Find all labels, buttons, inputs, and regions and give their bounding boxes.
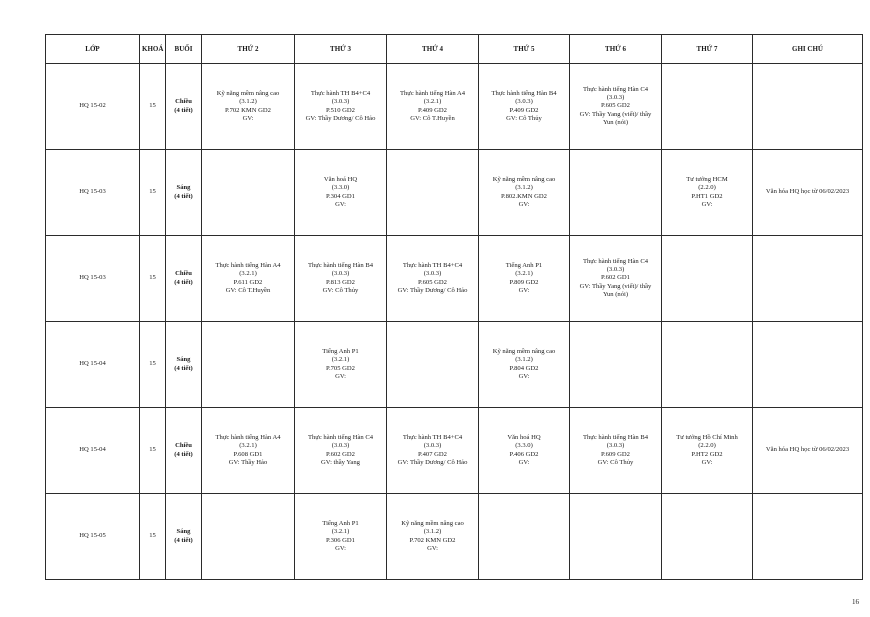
course-room: P.809 GD2 (509, 278, 539, 286)
schedule-cell-wed (387, 322, 479, 408)
course-room: P.804 GD2 (509, 364, 539, 372)
session-cell (166, 150, 202, 236)
header-friday: THỨ 6 (570, 35, 662, 64)
course-code: (2.2.0) (698, 442, 716, 450)
course-room: P.608 GD1 (233, 450, 263, 458)
schedule-cell-fri (570, 494, 662, 580)
session-duration: (4 tiết) (174, 278, 193, 286)
schedule-cell-sat (662, 408, 753, 494)
course-code: (3.0.3) (606, 266, 625, 274)
schedule-cell-tue (295, 494, 387, 580)
cohort-cell: 15 (140, 236, 166, 322)
course-code: (3.2.1) (423, 98, 442, 106)
course-room: P.510 GD2 (326, 106, 355, 114)
course-code: (3.0.3) (331, 442, 350, 450)
course-subject: Thực hành tiếng Hàn B4 (307, 262, 374, 270)
course-subject: Thực hành tiếng Hàn A4 (215, 262, 281, 270)
schedule-cell-wed (387, 494, 479, 580)
session-cell (166, 64, 202, 150)
note-cell: Văn hóa HQ học từ 06/02/2023 (753, 150, 863, 236)
course-subject: Thực hành tiếng Hàn A4 (215, 434, 281, 442)
course-room: P.304 GD1 (326, 192, 355, 200)
session-duration: (4 tiết) (174, 536, 193, 544)
session-cell (166, 408, 202, 494)
course-room: P.409 GD2 (418, 106, 447, 114)
schedule-cell-tue (295, 64, 387, 150)
course-subject: Thực hành tiếng Hàn C4 (307, 434, 374, 442)
course-room: P.702 KMN GD2 (409, 536, 456, 544)
course-room: P.813 GD2 (326, 278, 355, 286)
course-code: (3.3.0) (515, 442, 533, 450)
session-name: Sáng (176, 356, 191, 364)
course-room: P.605 GD2 (418, 278, 447, 286)
schedule-cell-mon (202, 150, 295, 236)
cohort-cell: 15 (140, 64, 166, 150)
schedule-cell-tue (295, 236, 387, 322)
schedule-cell-mon (202, 236, 295, 322)
course-code: (3.2.1) (331, 528, 350, 536)
schedule-cell-wed (387, 236, 479, 322)
schedule-cell-mon (202, 322, 295, 408)
course-teacher: GV: (242, 114, 254, 122)
schedule-body (46, 64, 863, 580)
course-subject: Thực hành tiếng Hàn A4 (399, 90, 466, 98)
course-teacher: GV: (335, 544, 346, 552)
course-teacher: GV: (518, 200, 530, 208)
session-name: Sáng (176, 184, 191, 192)
header-saturday: THỨ 7 (662, 35, 753, 64)
course-teacher: GV: (518, 286, 530, 294)
course-subject: Tư tưởng Hồ Chí Minh (676, 434, 738, 442)
course-room: P.602 GD1 (601, 274, 630, 282)
course-subject: Thực hành tiếng Hàn B4 (582, 434, 649, 442)
schedule-cell-fri (570, 150, 662, 236)
course-teacher: GV: (701, 200, 713, 208)
schedule-cell-wed (387, 408, 479, 494)
schedule-cell-sat (662, 64, 753, 150)
cohort-cell: 15 (140, 408, 166, 494)
course-teacher: GV: (427, 544, 438, 552)
course-subject: Văn hoá HQ (323, 176, 358, 184)
course-teacher: GV: (701, 458, 713, 466)
course-subject: Tiếng Anh P1 (322, 520, 359, 528)
schedule-cell-tue (295, 408, 387, 494)
course-teacher: GV: Thầy Yang (viết)/ thầy (579, 110, 652, 118)
course-code: (3.0.3) (606, 94, 625, 102)
course-subject: Tiếng Anh P1 (505, 262, 543, 270)
course-room: P.702 KMN GD2 (225, 106, 271, 114)
header-tuesday: THỨ 3 (295, 35, 387, 64)
note-cell (753, 494, 863, 580)
course-room: P.306 GD1 (326, 536, 355, 544)
schedule-cell-sat (662, 236, 753, 322)
course-room: P.802.KMN GD2 (501, 192, 547, 200)
class-cell: HQ 15-03 (46, 150, 140, 236)
course-subject: Thực hành TH B4+C4 (310, 90, 371, 98)
table-row (46, 64, 863, 150)
course-code: (3.0.3) (423, 270, 442, 278)
course-code: (3.2.1) (331, 356, 350, 364)
course-extra: Yun (nói) (602, 118, 629, 126)
class-cell: HQ 15-04 (46, 408, 140, 494)
schedule-cell-thu (479, 322, 570, 408)
course-teacher: GV: Thầy Yang (viết)/ thầy (579, 282, 652, 290)
schedule-cell-tue (295, 322, 387, 408)
table-row (46, 408, 863, 494)
course-code: (3.1.2) (239, 98, 257, 106)
course-teacher: GV: (335, 200, 346, 208)
course-code: (3.0.3) (423, 442, 442, 450)
course-code: (3.2.1) (515, 270, 533, 278)
course-room: P.HT2 GD2 (691, 450, 723, 458)
schedule-cell-sat (662, 494, 753, 580)
session-duration: (4 tiết) (174, 364, 193, 372)
header-cohort: KHOÁ (140, 35, 166, 64)
course-subject: Thực hành TH B4+C4 (402, 262, 463, 270)
cohort-cell: 15 (140, 322, 166, 408)
session-name: Chiều (175, 98, 192, 106)
course-room: P.HT1 GD2 (691, 192, 723, 200)
session-duration: (4 tiết) (174, 450, 193, 458)
course-code: (3.0.3) (606, 442, 625, 450)
course-code: (3.2.1) (239, 270, 257, 278)
course-room: P.602 GD2 (326, 450, 355, 458)
course-room: P.605 GD2 (601, 102, 630, 110)
course-subject: Thực hành tiếng Hàn B4 (491, 90, 557, 98)
schedule-cell-fri (570, 236, 662, 322)
course-subject: Kỹ năng mềm nâng cao (492, 348, 556, 356)
schedule-cell-mon (202, 64, 295, 150)
class-cell: HQ 15-02 (46, 64, 140, 150)
schedule-cell-sat (662, 150, 753, 236)
course-teacher: GV: thầy Yang (321, 458, 360, 466)
session-cell (166, 322, 202, 408)
session-name: Sáng (176, 528, 191, 536)
schedule-cell-wed (387, 64, 479, 150)
cohort-cell: 15 (140, 150, 166, 236)
schedule-cell-mon (202, 494, 295, 580)
course-code: (3.0.3) (515, 98, 533, 106)
course-teacher: GV: Cô Thủy (322, 286, 359, 294)
schedule-cell-thu (479, 150, 570, 236)
course-teacher: GV: Thầy Dương/ Cô Hảo (305, 114, 376, 122)
course-subject: Tiếng Anh P1 (322, 348, 359, 356)
course-teacher: GV: Cô Thủy (597, 458, 634, 466)
course-teacher: GV: Thầy Dương/ Cô Hảo (397, 458, 468, 466)
course-teacher: GV: Cô Thủy (506, 114, 542, 122)
class-cell: HQ 15-05 (46, 494, 140, 580)
course-extra: Yun (nói) (602, 290, 629, 298)
schedule-cell-fri (570, 322, 662, 408)
header-note: GHI CHÚ (753, 35, 863, 64)
session-cell (166, 494, 202, 580)
session-cell (166, 236, 202, 322)
course-code: (3.0.3) (331, 98, 350, 106)
schedule-table (45, 34, 863, 580)
course-subject: Thực hành tiếng Hàn C4 (582, 257, 649, 265)
schedule-cell-thu (479, 64, 570, 150)
schedule-cell-fri (570, 408, 662, 494)
class-cell: HQ 15-03 (46, 236, 140, 322)
course-code: (3.1.2) (515, 356, 533, 364)
session-name: Chiều (175, 270, 192, 278)
header-session: BUỔI (166, 35, 202, 64)
course-teacher: GV: Cô T.Huyền (225, 286, 271, 294)
course-subject: Thực hành TH B4+C4 (402, 434, 463, 442)
note-cell (753, 322, 863, 408)
course-code: (3.1.2) (515, 184, 533, 192)
course-room: P.406 GD2 (509, 450, 539, 458)
table-row (46, 494, 863, 580)
session-duration: (4 tiết) (174, 106, 193, 114)
course-room: P.609 GD2 (601, 450, 630, 458)
note-cell: Văn hóa HQ học từ 06/02/2023 (753, 408, 863, 494)
schedule-cell-fri (570, 64, 662, 150)
note-cell (753, 64, 863, 150)
session-name: Chiều (175, 442, 192, 450)
course-subject: Kỹ năng mềm nâng cao (216, 90, 280, 98)
course-teacher: GV: Thầy Dương/ Cô Hảo (397, 286, 468, 294)
course-teacher: GV: (518, 372, 530, 380)
class-cell: HQ 15-04 (46, 322, 140, 408)
page-number: 16 (852, 598, 859, 606)
header-wednesday: THỨ 4 (387, 35, 479, 64)
course-subject: Kỹ năng mềm nâng cao (492, 176, 556, 184)
schedule-cell-thu (479, 236, 570, 322)
course-code: (2.2.0) (698, 184, 716, 192)
table-row (46, 236, 863, 322)
course-subject: Tư tưởng HCM (686, 176, 728, 184)
course-subject: Văn hoá HQ (507, 434, 541, 442)
course-code: (3.2.1) (239, 442, 257, 450)
course-teacher: GV: (335, 372, 346, 380)
course-code: (3.0.3) (331, 270, 350, 278)
cohort-cell: 15 (140, 494, 166, 580)
course-code: (3.1.2) (423, 528, 442, 536)
course-subject: Thực hành tiếng Hàn C4 (582, 85, 649, 93)
schedule-cell-wed (387, 150, 479, 236)
schedule-cell-mon (202, 408, 295, 494)
course-room: P.409 GD2 (509, 106, 539, 114)
header-monday: THỨ 2 (202, 35, 295, 64)
course-code: (3.3.0) (331, 184, 350, 192)
header-row (46, 35, 863, 64)
schedule-cell-tue (295, 150, 387, 236)
course-room: P.611 GD2 (233, 278, 263, 286)
header-class: LỚP (46, 35, 140, 64)
schedule-cell-sat (662, 322, 753, 408)
course-subject: Kỹ năng mềm nâng cao (401, 520, 464, 528)
schedule-cell-thu (479, 408, 570, 494)
session-duration: (4 tiết) (174, 192, 193, 200)
schedule-cell-thu (479, 494, 570, 580)
course-teacher: GV: (518, 458, 530, 466)
table-row (46, 150, 863, 236)
note-cell (753, 236, 863, 322)
course-teacher: GV: Cô T.Huyền (410, 114, 455, 122)
course-teacher: GV: Thầy Hảo (228, 458, 268, 466)
table-row (46, 322, 863, 408)
course-room: P.407 GD2 (418, 450, 447, 458)
course-room: P.705 GD2 (326, 364, 355, 372)
header-thursday: THỨ 5 (479, 35, 570, 64)
